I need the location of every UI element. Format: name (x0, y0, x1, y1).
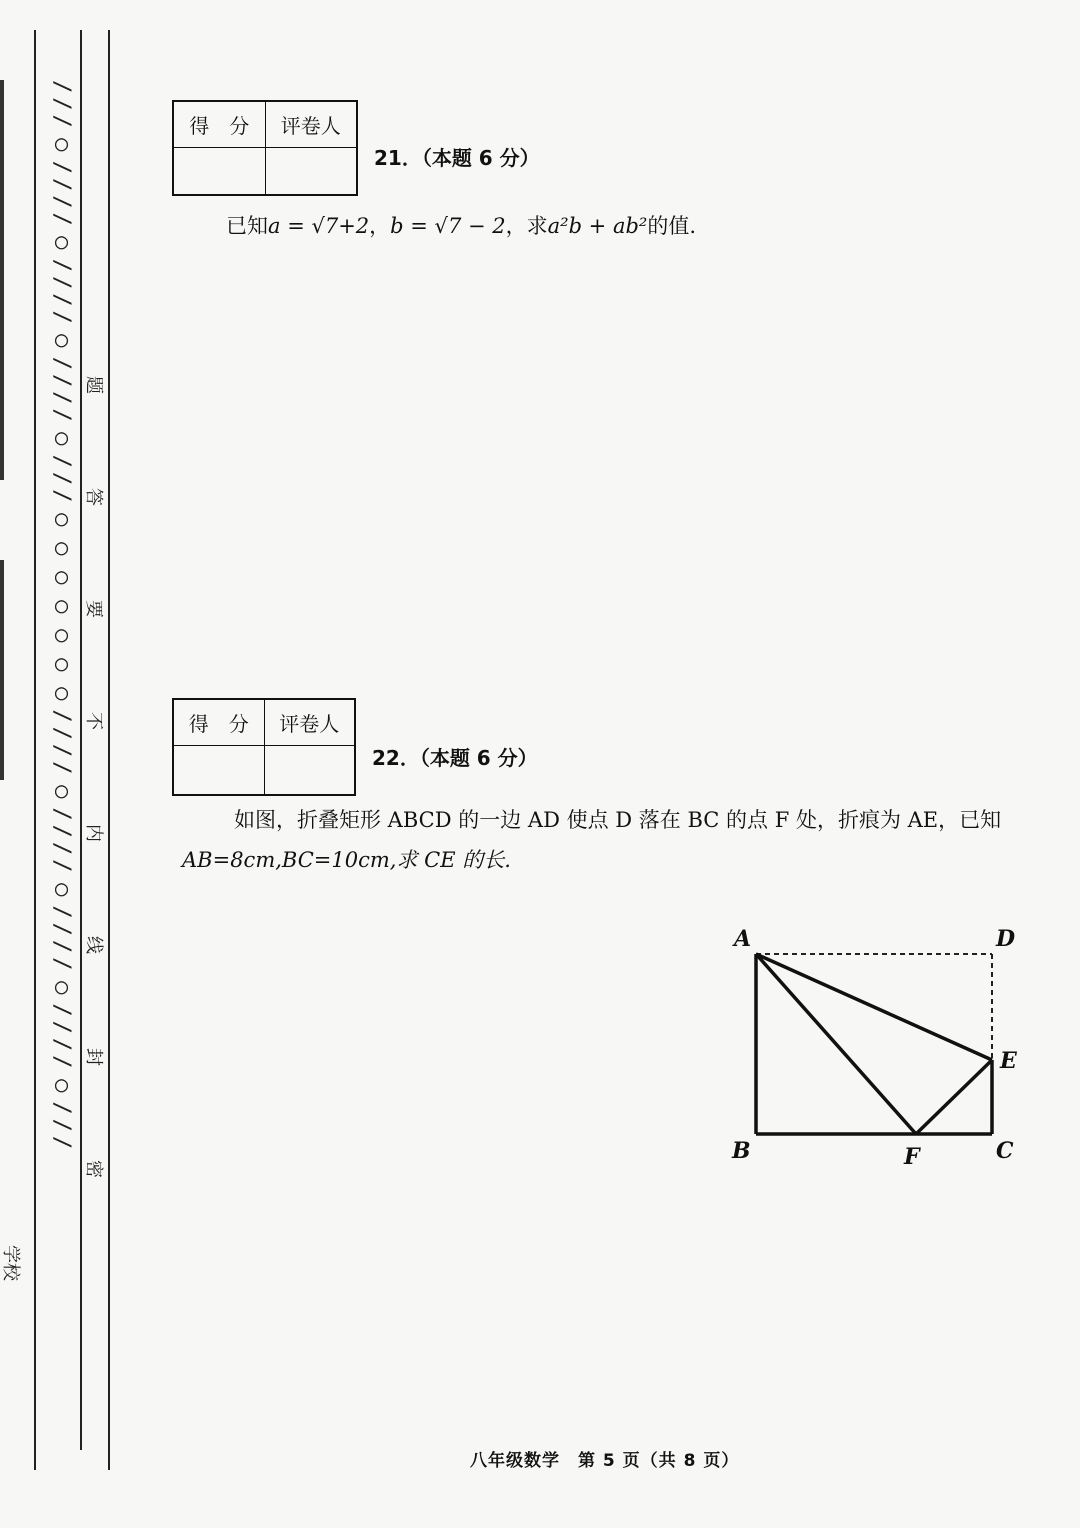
margin-hint-char: 内 (83, 824, 104, 842)
q21-cond-b: b = √7 − 2 (390, 214, 506, 238)
label-D: D (996, 926, 1016, 952)
binding-margin (0, 0, 120, 1528)
edge-FE (916, 1060, 992, 1134)
score-cell[interactable] (173, 745, 264, 795)
margin-hint-char: 线 (83, 936, 104, 954)
margin-rule (108, 30, 110, 1470)
grader-header: 评卷人 (264, 699, 355, 745)
page-edge-shadow (0, 80, 4, 480)
grader-cell[interactable] (265, 147, 357, 195)
label-C: C (996, 1138, 1014, 1164)
fold-figure (720, 920, 1040, 1180)
label-F: F (904, 1144, 920, 1170)
margin-hint-char: 要 (83, 600, 104, 618)
q21-prefix: 已知 (226, 214, 268, 238)
margin-hint-char: 不 (83, 712, 104, 730)
q21-expr: a²b + ab² (547, 214, 648, 238)
margin-hint-char: 答 (83, 488, 104, 506)
page-edge-shadow (0, 560, 4, 780)
score-box-22 (172, 698, 356, 796)
label-A: A (734, 926, 752, 952)
score-box-21 (172, 100, 358, 196)
margin-hint-char: 题 (83, 376, 104, 394)
cut-line: ///○////○////○////○///○○○○○○○////○////○////○////○/// (49, 80, 74, 1154)
margin-rule (80, 30, 82, 1450)
edge-AF (756, 954, 916, 1134)
score-cell[interactable] (173, 147, 265, 195)
score-header: 得 分 (173, 699, 264, 745)
question-22-line1: 如图，折叠矩形 ABCD 的一边 AD 使点 D 落在 BC 的点 F 处，折痕为 AE，已知 (234, 808, 1002, 832)
margin-hint-char: 封 (83, 1048, 104, 1066)
label-E: E (1000, 1048, 1017, 1074)
label-B: B (732, 1138, 751, 1164)
q21-cond-a: a = √7+2 (268, 214, 370, 238)
question-22-title: 22．（本题 6 分） (372, 746, 538, 770)
grader-cell[interactable] (264, 745, 355, 795)
q21-ask: 求 (526, 214, 548, 238)
question-21-title: 21．（本题 6 分） (374, 146, 540, 170)
margin-hint-char: 密 (83, 1160, 104, 1178)
grader-header: 评卷人 (265, 101, 357, 147)
page-footer: 八年级数学 第 5 页（共 8 页） (470, 1451, 740, 1471)
question-22-line2: AB=8cm,BC=10cm,求 CE 的长. (182, 848, 511, 872)
crease-AE (756, 954, 992, 1060)
margin-rule (34, 30, 36, 1470)
q21-suffix: 的值. (647, 214, 697, 238)
question-21-body: 已知a = √7+2，b = √7 − 2，求a²b + ab²的值. (226, 214, 697, 238)
school-label: 学校 (0, 1245, 21, 1281)
score-header: 得 分 (173, 101, 265, 147)
